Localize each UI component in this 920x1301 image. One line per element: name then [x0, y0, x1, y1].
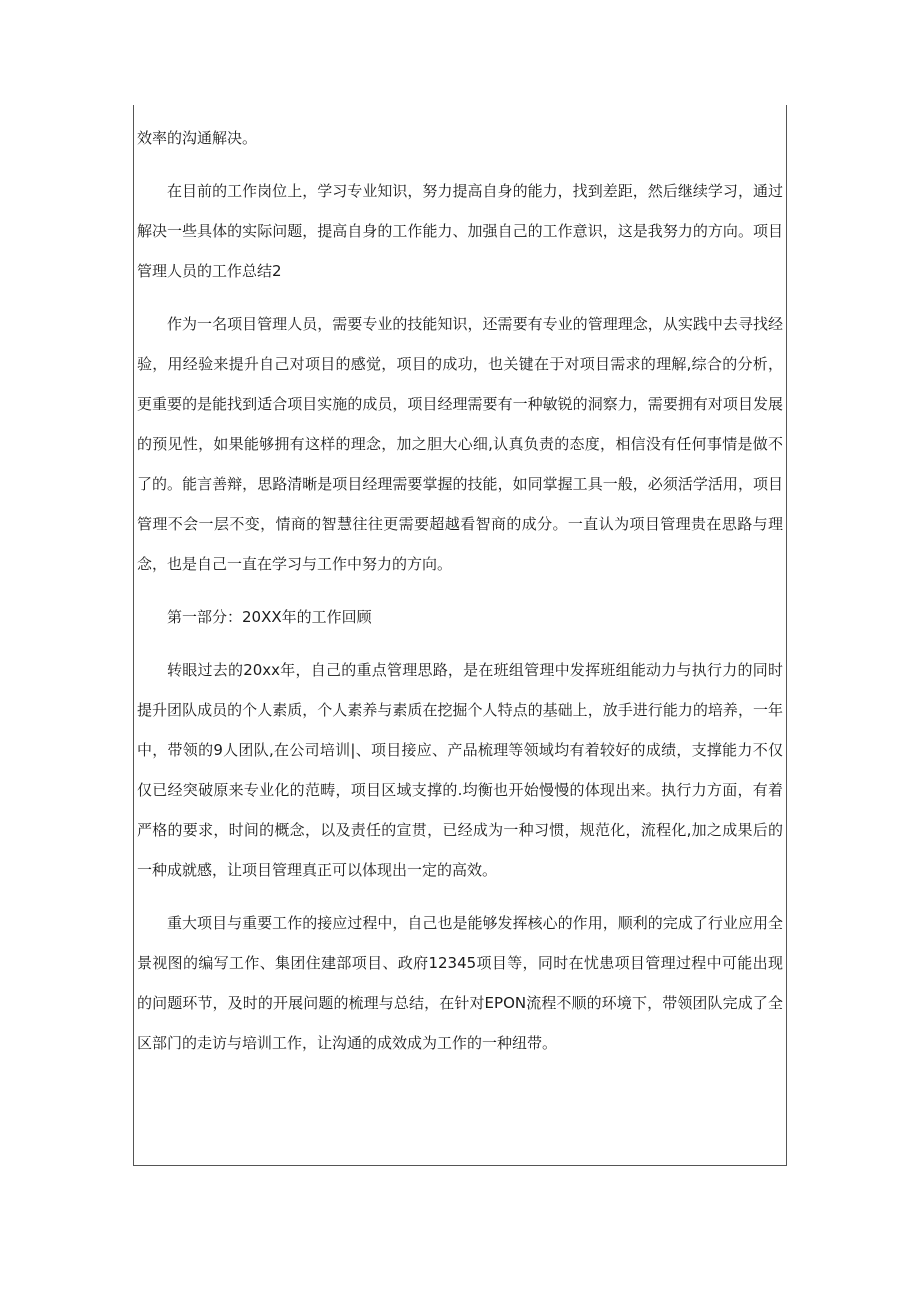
paragraph-2: 在目前的工作岗位上，学习专业知识，努力提高自身的能力，找到差距，然后继续学习，通过解决一些具体的实际问题，提高自身的工作能力、加强自己的工作意识，这是我努力的方向。项目管理人员的工作总结2	[137, 182, 783, 280]
paragraph-1: 效率的沟通解决。	[137, 129, 258, 147]
paragraph-3: 作为一名项目管理人员，需要专业的技能知识，还需要有专业的管理理念，从实践中去寻找经验，用经验来提升自己对项目的感觉，项目的成功，也关键在于对项目需求的理解,综合的分析，更重要的是能找到适合项目实施的成员，项目经理需要有一种敏锐的洞察力，需要拥有对项目发展的预见性，如果能够拥有这样的理念，加之胆大心细,认真负责的态度，相信没有任何事情是做不了的。能言善辩，思路清晰是项目经理需要掌握的技能，如同掌握工具一般，必须活学活用，项目管理不会一层不变，情商的智慧往往更需要超越看智商的成分。一直认为项目管理贵在思路与理念，也是自己一直在学习与工作中努力的方向。	[137, 315, 783, 573]
section-heading: 第一部分：20XX年的工作回顾	[167, 608, 372, 626]
paragraph-4: 转眼过去的20xx年，自己的重点管理思路，是在班组管理中发挥班组能动力与执行力的同时提升团队成员的个人素质，个人素养与素质在挖掘个人特点的基础上，放手进行能力的培养，一年中，带领的9人团队,在公司培训|、项目接应、产品梳理等领域均有着较好的成绩，支撑能力不仅仅已经突破原来专业化的范畴，项目区域支撑的.均衡也开始慢慢的体现出来。执行力方面，有着严格的要求，时间的概念，以及责任的宣贯，已经成为一种习惯，规范化，流程化,加之成果后的一种成就感，让项目管理真正可以体现出一定的高效。	[137, 661, 783, 879]
document-body	[137, 118, 783, 1076]
paragraph-5: 重大项目与重要工作的接应过程中，自己也是能够发挥核心的作用，顺利的完成了行业应用全景视图的编写工作、集团住建部项目、政府12345项目等，同时在忧患项目管理过程中可能出现的问题环节，及时的开展问题的梳理与总结，在针对EPON流程不顺的环境下，带领团队完成了全区部门的走访与培训工作，让沟通的成效成为工作的一种纽带。	[137, 914, 783, 1052]
